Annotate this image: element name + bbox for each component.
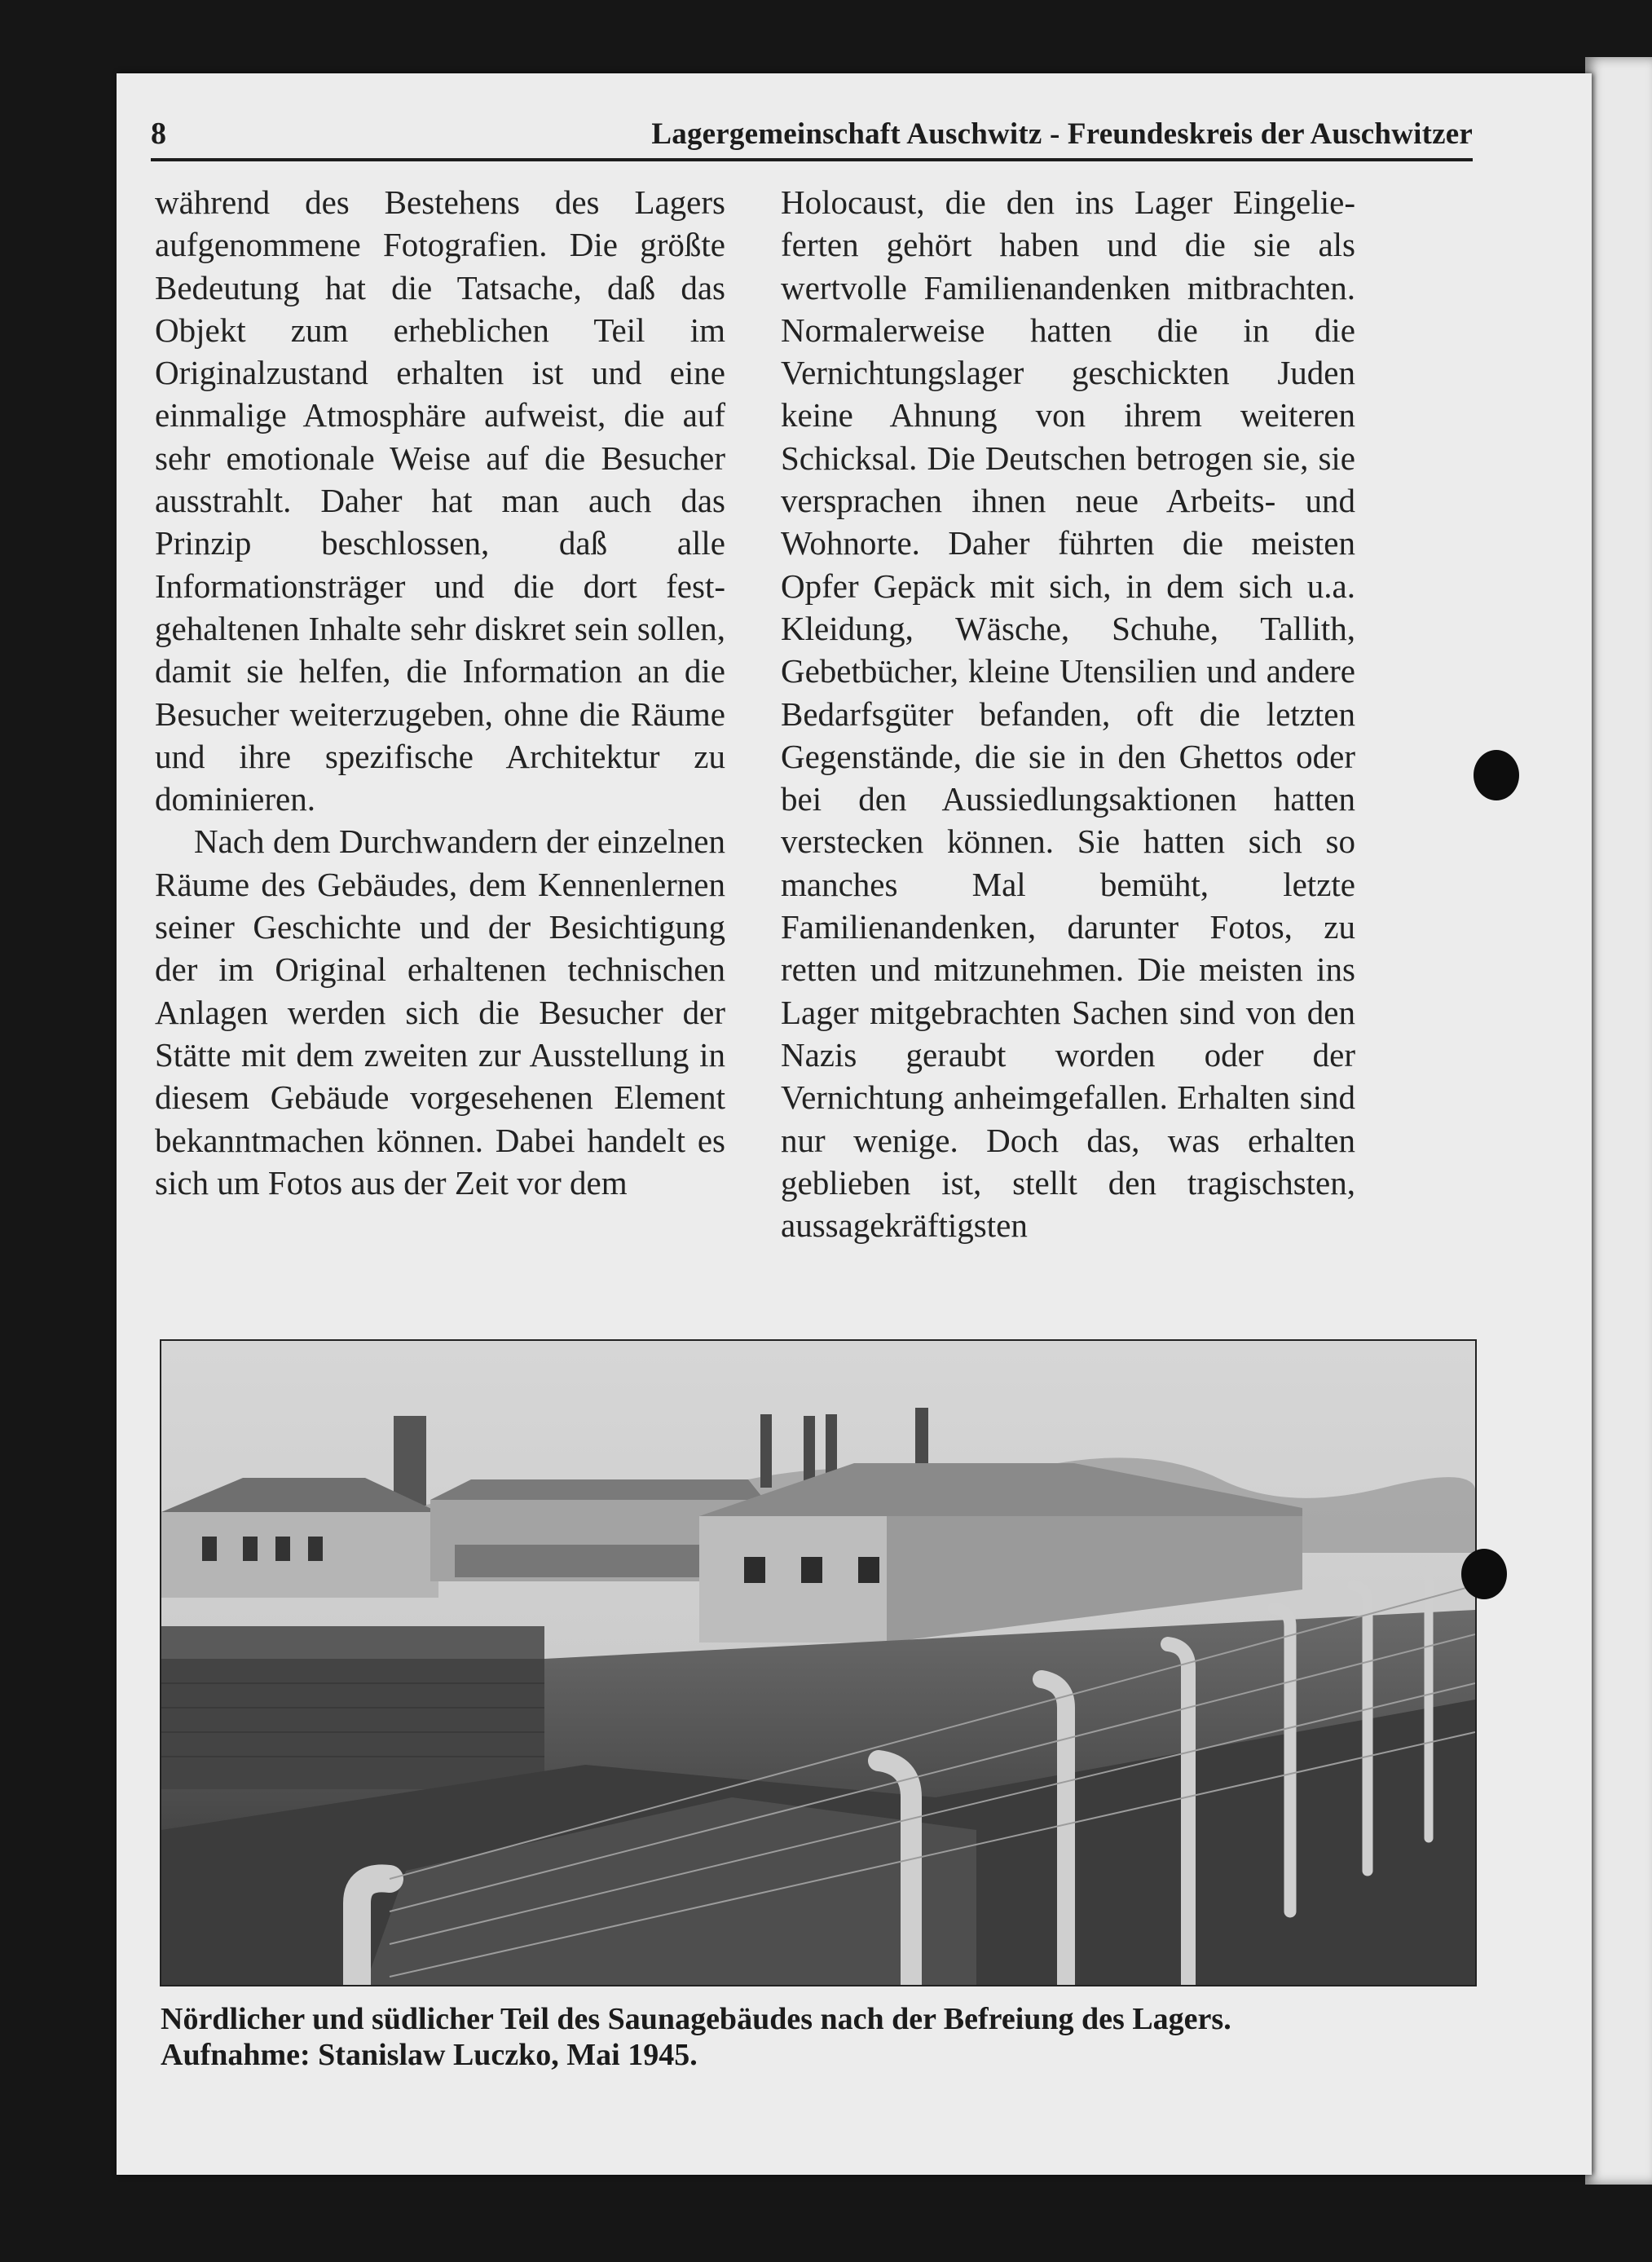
running-head: Lagergemeinschaft Auschwitz - Freundeskreis der Auschwitzer (651, 117, 1473, 151)
caption-line: Aufnahme: Stanislaw Luczko, Mai 1945. (161, 2038, 698, 2072)
photo-illustration (161, 1341, 1475, 1985)
historical-photo (160, 1339, 1477, 1986)
page-number: 8 (151, 117, 166, 151)
punch-hole (1474, 750, 1519, 800)
caption-line: Nördlicher und südlicher Teil des Saunagebäudes nach der Befreiung des Lagers. (161, 2002, 1231, 2036)
paragraph: Holocaust, die den ins Lager Eingelieferten gehört haben und die sie als wertvolle Familienandenken mitbrachten. Normalerweise hatten die in die Vernichtungslager geschickten Juden keine Ahnung von ihrem weiteren Schicksal. Die Deutschen betrogen sie, sie versprachen ihnen neue Arbeits- und Wohnorte. Daher führten die meisten Opfer Gepäck mit sich, in dem sich u.a. Kleidung, Wäsche, Schuhe, Tallith, Gebetbücher, kleine Utensilien und andere Bedarfsgüter befanden, oft die letzten Gegenstände, die sie in den Ghettos oder bei den Aussiedlungsaktionen hatten verstecken können. Sie hatten sich so manches Mal bemüht, letzte Familienandenken, darunter Fotos, zu retten und mitzunehmen. Die meisten ins Lager mitgebrachten Sachen sind von den Nazis geraubt worden oder der Vernichtung anheimgefallen. Erhalten sind nur wenige. Doch das, was erhalten geblieben ist, stellt den tragischsten, aussagekräftigsten (781, 183, 1355, 1245)
page-header (151, 98, 1473, 161)
punch-hole (1461, 1549, 1507, 1599)
paragraph: während des Bestehens des Lagers aufgenommene Fotografien. Die größte Bedeutung hat die Tatsache, daß das Objekt zum erheblichen Teil im Originalzustand erhalten ist und eine einmalige Atmosphäre aufweist, die auf sehr emotionale Weise auf die Besucher ausstrahlt. Daher hat man auch das Prinzip beschlossen, daß alle Informationsträger und die dort festgehaltenen Inhalte sehr diskret sein sollen, damit sie helfen, die Information an die Besucher weiterzugeben, ohne die Räume und ihre spezifische Architektur zu dominieren. (155, 183, 725, 818)
adjacent-page-edge (1585, 57, 1652, 2185)
right-text-column (781, 181, 1355, 1246)
paragraph: Nach dem Durchwandern der einzelnen Räume des Gebäudes, dem Kennenlernen seiner Geschichte und der Besichtigung der im Original erhaltenen technischen Anlagen werden sich die Besucher der Stätte mit dem zweiten zur Ausstellung in diesem Gebäude vorgesehenen Element bekanntmachen können. Dabei handelt es sich um Fotos aus der Zeit vor dem (155, 822, 725, 1202)
photo-caption (161, 2001, 1481, 2073)
left-text-column (155, 181, 725, 1204)
